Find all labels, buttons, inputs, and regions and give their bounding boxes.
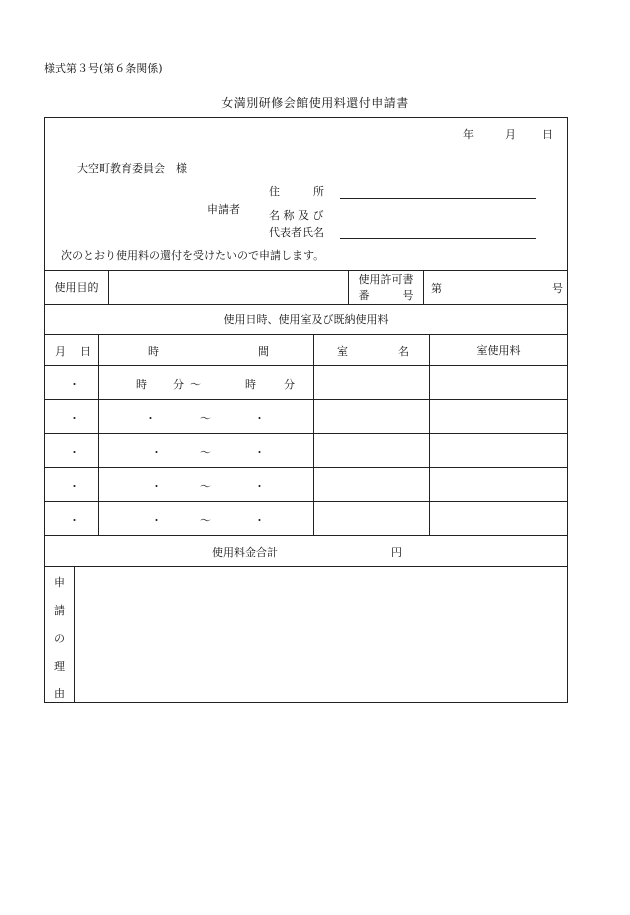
date-year-label: 年	[463, 128, 474, 141]
row-range-separator: ～	[200, 480, 211, 493]
reason-label-char: 申	[54, 576, 65, 589]
divider	[313, 334, 314, 535]
header-room-2: 名	[398, 345, 409, 358]
reason-label-char: 理	[54, 660, 65, 673]
row-date: ・	[69, 480, 80, 493]
address-label: 住 所	[269, 185, 324, 198]
permit-prefix: 第	[431, 282, 442, 295]
name-label-line2: 代表者氏名	[269, 226, 324, 239]
document-title: 女満別研修会館使用料還付申請書	[221, 96, 409, 110]
row-date: ・	[69, 412, 80, 425]
name-label-line1: 名 称 及 び	[269, 209, 324, 222]
divider	[45, 365, 567, 366]
row-range-separator: ～	[190, 378, 201, 391]
statement-text: 次のとおり使用料の還付を受けたいので申請します。	[61, 249, 325, 262]
row-date: ・	[69, 446, 80, 459]
row-end-time: ・	[254, 480, 265, 493]
header-time-1: 時	[148, 345, 159, 358]
row-end-time: ・	[254, 514, 265, 527]
row-start-time: ・	[151, 480, 162, 493]
permit-label-line1: 使用許可書	[358, 273, 414, 286]
form-number: 様式第３号(第６条関係)	[44, 62, 163, 75]
reason-label-char: 請	[54, 604, 65, 617]
applicant-label: 申請者	[207, 203, 240, 216]
row-date: ・	[69, 378, 80, 391]
row-end-hour: 時	[245, 378, 256, 391]
representative-name-field[interactable]	[340, 238, 536, 239]
row-range-separator: ～	[200, 412, 211, 425]
divider	[45, 501, 567, 502]
reason-field[interactable]	[75, 567, 567, 702]
address-field[interactable]	[340, 198, 536, 199]
row-start-time: ・	[145, 412, 156, 425]
permit-label-line2: 番 号	[358, 289, 414, 302]
permit-number-field[interactable]	[424, 271, 554, 303]
addressee: 大空町教育委員会 様	[77, 162, 187, 175]
header-day: 日	[80, 345, 91, 358]
divider	[45, 535, 567, 536]
row-start-time: ・	[151, 514, 162, 527]
header-fee: 室使用料	[476, 344, 521, 357]
reason-label-char: の	[54, 632, 65, 645]
purpose-label: 使用目的	[54, 281, 99, 294]
row-end-time: ・	[254, 446, 265, 459]
total-unit: 円	[391, 546, 402, 559]
divider	[45, 399, 567, 400]
divider	[45, 433, 567, 434]
date-month-label: 月	[505, 128, 516, 141]
header-room-1: 室	[337, 345, 348, 358]
header-time-2: 間	[258, 345, 269, 358]
permit-suffix: 号	[552, 282, 563, 295]
divider	[98, 334, 99, 535]
purpose-field[interactable]	[109, 271, 347, 303]
row-end-minute: 分	[284, 378, 295, 391]
application-form	[44, 117, 568, 703]
reason-label-char: 由	[54, 687, 65, 700]
row-date: ・	[69, 514, 80, 527]
row-start-time: ・	[151, 446, 162, 459]
date-day-label: 日	[542, 128, 553, 141]
header-month: 月	[55, 345, 66, 358]
row-end-time: ・	[254, 412, 265, 425]
divider	[45, 467, 567, 468]
row-start-hour: 時	[136, 378, 147, 391]
section-heading: 使用日時、使用室及び既納使用料	[223, 313, 389, 326]
row-start-minute: 分	[173, 378, 184, 391]
row-range-separator: ～	[200, 514, 211, 527]
total-label: 使用料金合計	[212, 546, 278, 559]
row-range-separator: ～	[200, 446, 211, 459]
